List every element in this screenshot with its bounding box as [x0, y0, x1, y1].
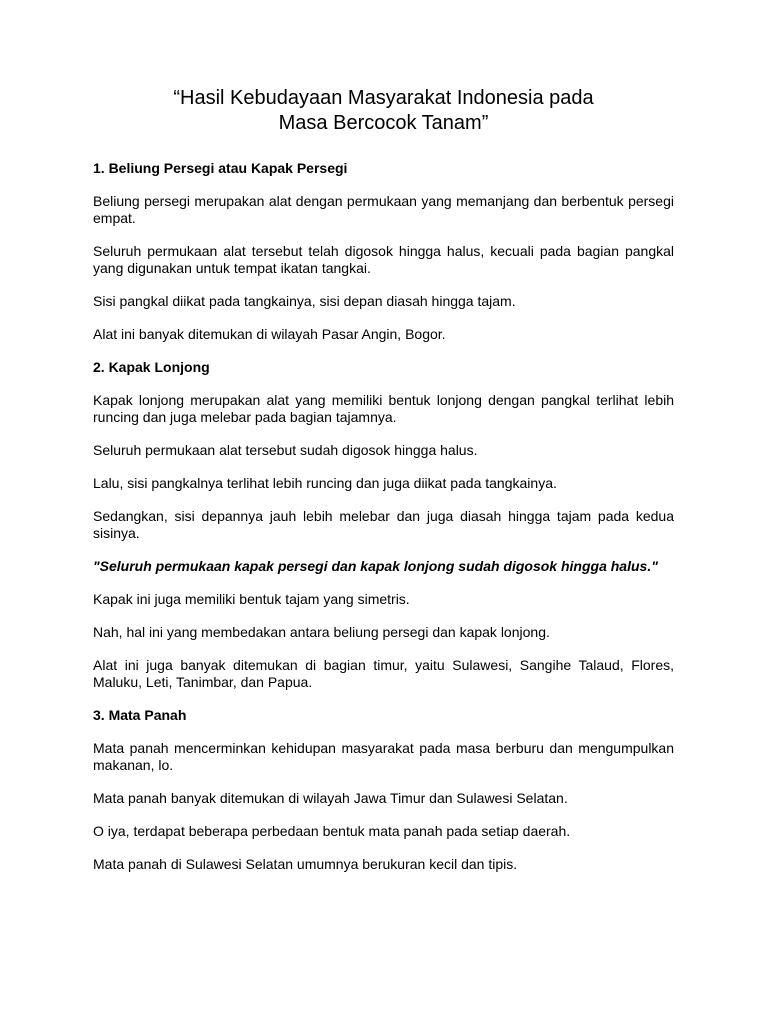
paragraph: Sisi pangkal diikat pada tangkainya, sisi depan diasah hingga tajam. — [93, 293, 516, 309]
section-heading-kapak-lonjong: 2. Kapak Lonjong — [93, 359, 210, 375]
paragraph: O iya, terdapat beberapa perbedaan bentuk mata panah pada setiap daerah. — [93, 823, 571, 839]
paragraph: Kapak lonjong merupakan alat yang memiliki bentuk lonjong dengan pangkal terlihat lebih runcing dan juga melebar pada bagian tajamnya. — [93, 392, 674, 425]
paragraph: Alat ini banyak ditemukan di wilayah Pasar Angin, Bogor. — [93, 326, 446, 342]
paragraph: Nah, hal ini yang membedakan antara beliung persegi dan kapak lonjong. — [93, 624, 550, 640]
highlighted-quote: "Seluruh permukaan kapak persegi dan kapak lonjong sudah digosok hingga halus." — [93, 558, 658, 574]
paragraph: Sedangkan, sisi depannya jauh lebih melebar dan juga diasah hingga tajam pada kedua sisinya. — [93, 508, 674, 541]
paragraph: Alat ini juga banyak ditemukan di bagian timur, yaitu Sulawesi, Sangihe Talaud, Flores, Maluku, Leti, Tanimbar, dan Papua. — [93, 657, 674, 690]
document-page — [93, 86, 674, 889]
paragraph: Kapak ini juga memiliki bentuk tajam yang simetris. — [93, 591, 410, 607]
title-line-1: “Hasil Kebudayaan Masyarakat Indonesia pada — [173, 87, 594, 109]
title-line-2: Masa Bercocok Tanam” — [278, 112, 489, 134]
paragraph: Mata panah banyak ditemukan di wilayah Jawa Timur dan Sulawesi Selatan. — [93, 790, 568, 806]
section-heading-mata-panah: 3. Mata Panah — [93, 707, 187, 723]
paragraph: Seluruh permukaan alat tersebut telah digosok hingga halus, kecuali pada bagian pangkal yang digunakan untuk tempat ikatan tangkai. — [93, 243, 674, 276]
paragraph: Beliung persegi merupakan alat dengan permukaan yang memanjang dan berbentuk persegi empat. — [93, 193, 674, 226]
section-heading-beliung-persegi: 1. Beliung Persegi atau Kapak Persegi — [93, 160, 348, 176]
paragraph: Seluruh permukaan alat tersebut sudah digosok hingga halus. — [93, 442, 478, 458]
document-title — [93, 86, 674, 136]
paragraph: Lalu, sisi pangkalnya terlihat lebih runcing dan juga diikat pada tangkainya. — [93, 475, 557, 491]
paragraph: Mata panah di Sulawesi Selatan umumnya berukuran kecil dan tipis. — [93, 856, 518, 872]
paragraph: Mata panah mencerminkan kehidupan masyarakat pada masa berburu dan mengumpulkan makanan, lo. — [93, 740, 674, 773]
